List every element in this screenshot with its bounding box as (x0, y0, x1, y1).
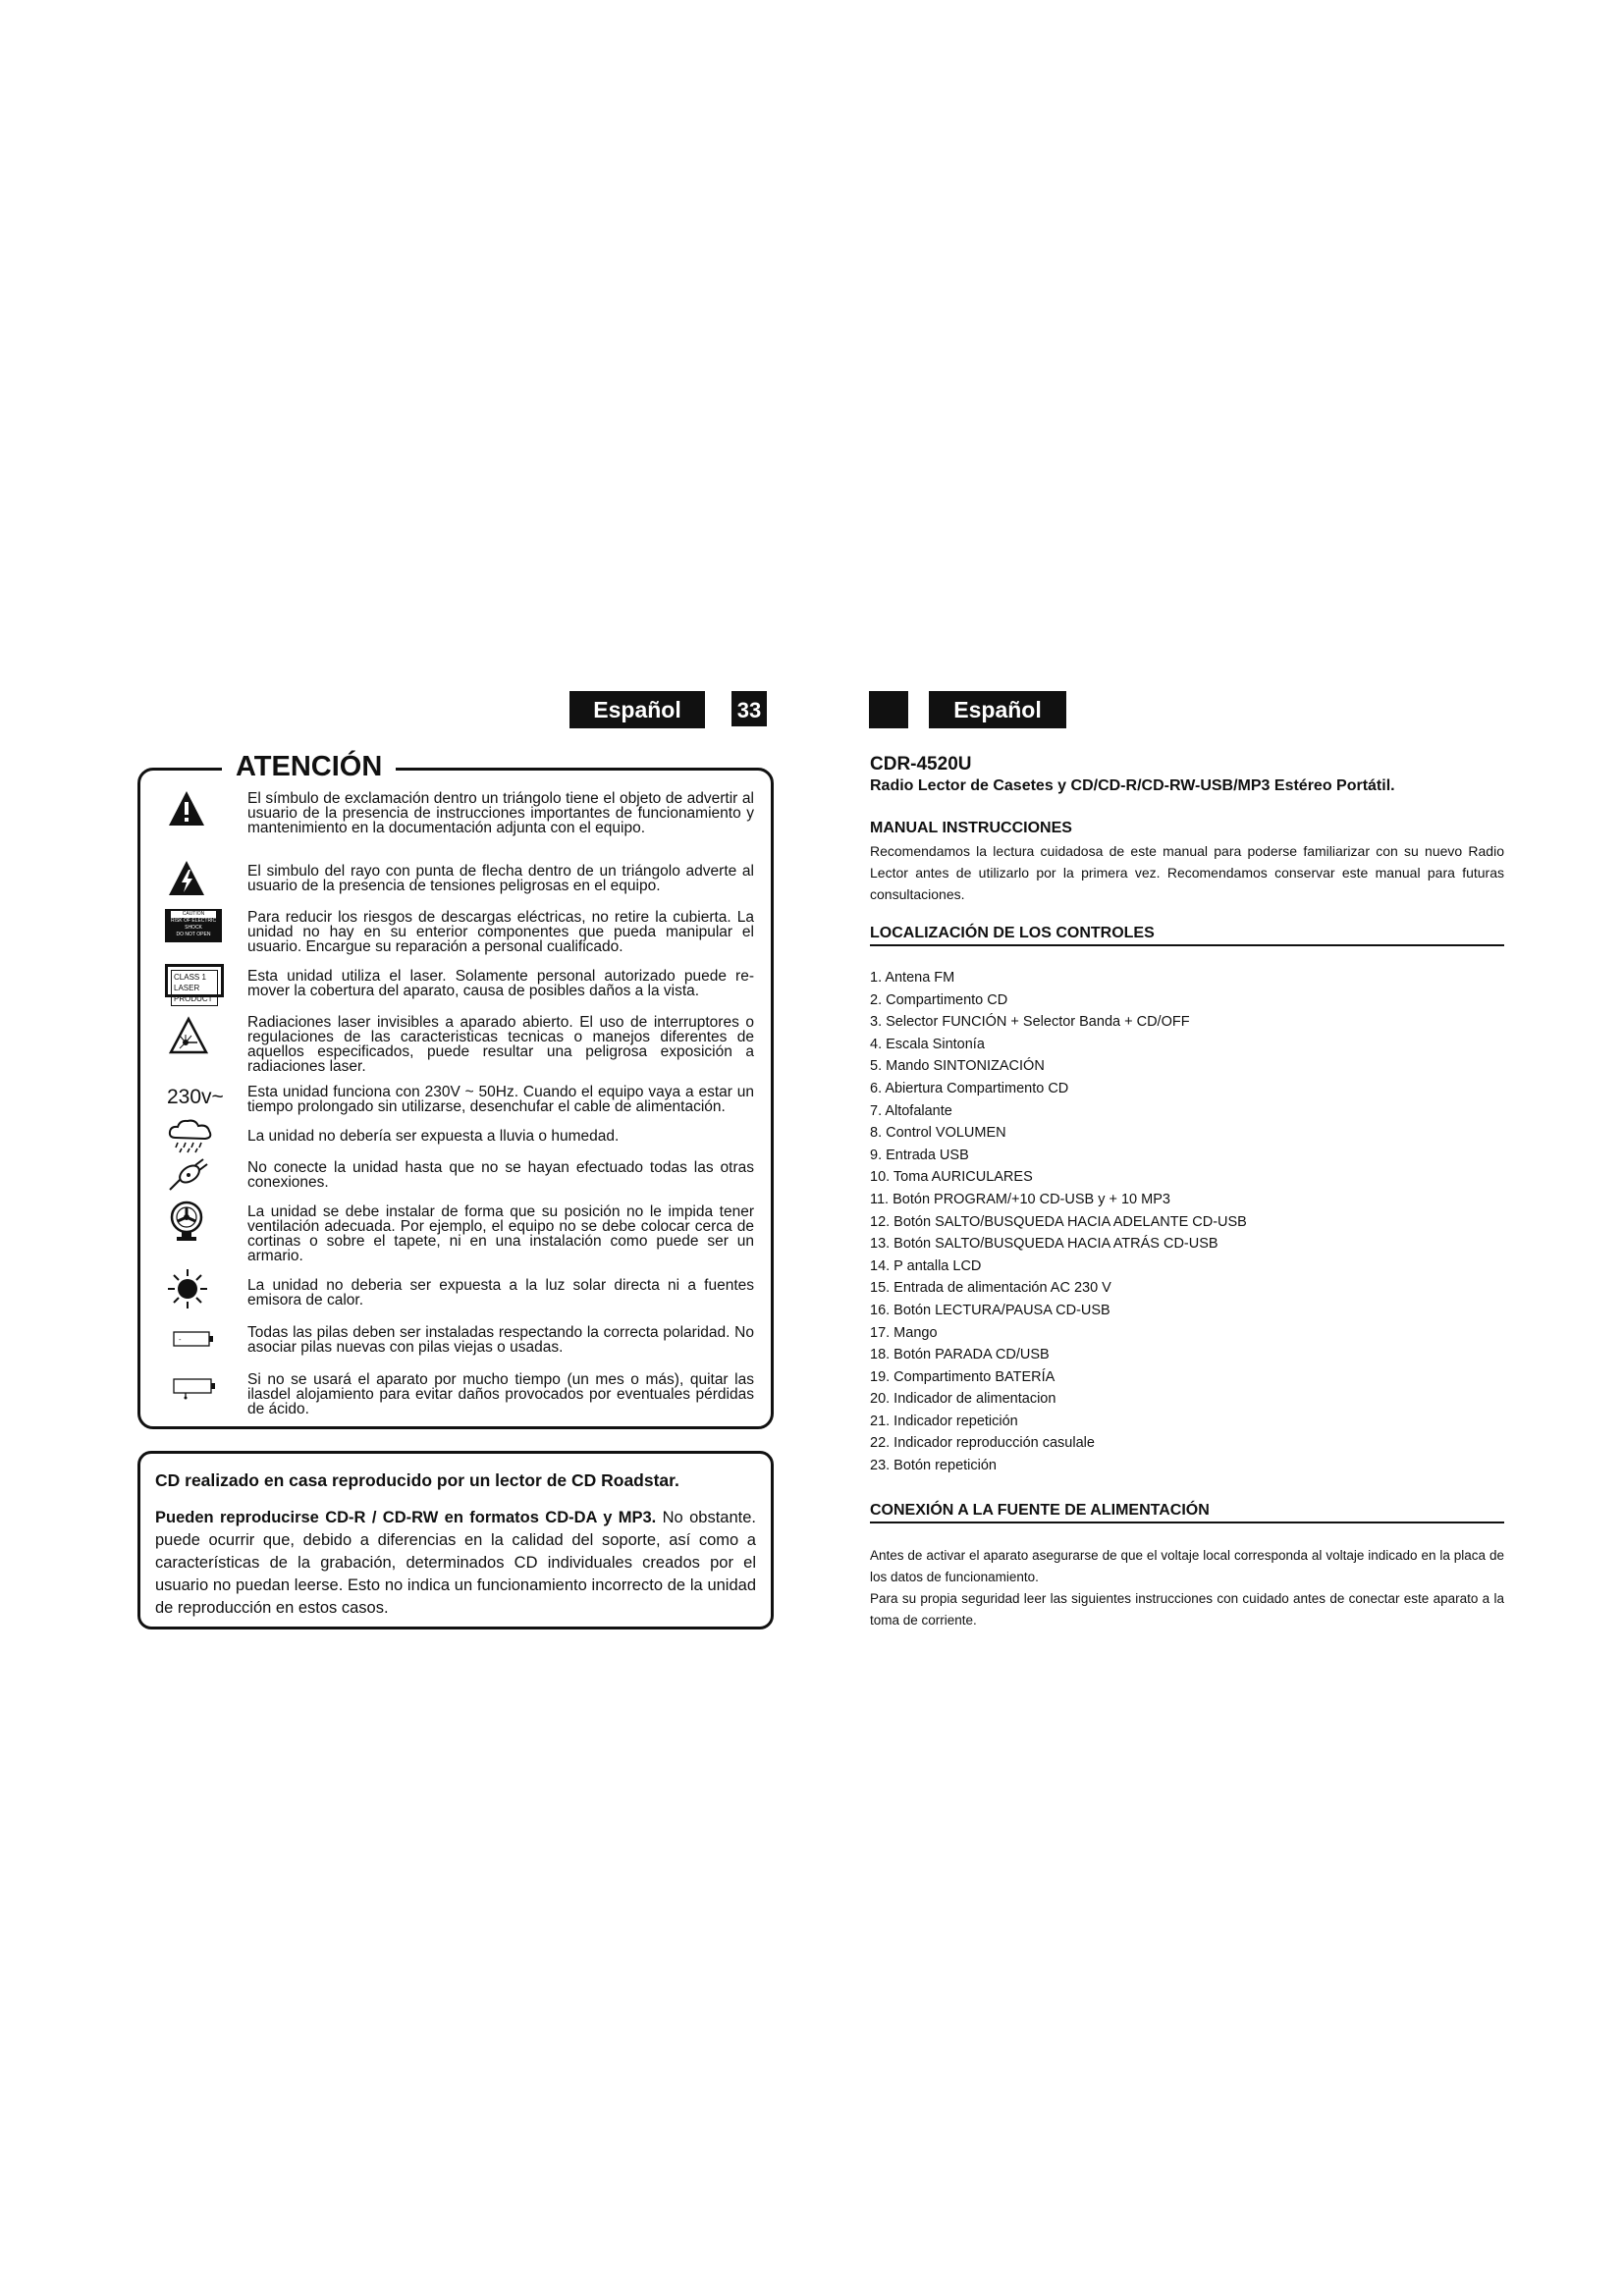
list-item: 8. Control VOLUMEN (870, 1125, 1006, 1142)
svg-text:-: - (179, 1336, 182, 1344)
plug-icon (165, 1154, 214, 1194)
list-item: 9. Entrada USB (870, 1147, 969, 1163)
sun-icon (165, 1266, 210, 1311)
cd-box-body (155, 1507, 756, 1620)
warning-text: La unidad no debería ser expuesta a lluvia o humedad. (247, 1128, 620, 1145)
list-item: 13. Botón SALTO/BUSQUEDA HACIA ATRÁS CD-USB (870, 1236, 1218, 1253)
warning-text: Radiaciones laser invisibles a aparado abierto. El uso de interruptores o regulaciones de las caracteristicas tecnicas o manejos diferentes de aquellos especificados, puede resultar una peligrosa exposición a radiaciones laser. (247, 1014, 754, 1075)
warning-text: La unidad se debe instalar de forma que su posición no le impida tener ventilación adecuada. Por ejemplo, el equipo no se debe colocar cerca de cortinas o sobre el tapete, ni en una instalación como puede ser un armario. (247, 1203, 754, 1264)
list-item: 7. Altofalante (870, 1102, 952, 1119)
list-item: 1. Antena FM (870, 970, 955, 986)
manual-text: Recomendamos la lectura cuidadosa de este manual para poderse familiarizar con su nuevo Radio Lector antes de utilizarlo por la primera vez. Recomendamos conservar este manual para futuras consultaciones. (870, 843, 1504, 902)
warning-text: El símbulo de exclamación dentro un triángolo tiene el objeto de advertir al usuario de la presencia de instrucciones importantes de funcionamiento y mantenimiento en la documentación adjunta con el equipo. (247, 790, 754, 836)
battery-icon (171, 1327, 216, 1351)
caution-label-icon: CAUTION RISK OF ELECTRIC SHOCK DO NOT OPEN (165, 909, 222, 942)
black-square-marker (869, 691, 908, 728)
cd-box-title: CD realizado en casa reproducido por un lector de CD Roadstar. (155, 1470, 679, 1490)
list-item: 16. Botón LECTURA/PAUSA CD-USB (870, 1302, 1110, 1318)
language-tab-right: Español (929, 691, 1066, 728)
list-item: 21. Indicador repetición (870, 1413, 1018, 1429)
list-item: 23. Botón repetición (870, 1458, 997, 1474)
power-heading: CONEXIÓN A LA FUENTE DE ALIMENTACIÓN (870, 1502, 1504, 1523)
list-item: 22. Indicador reproducción casulale (870, 1435, 1095, 1452)
product-subtitle: Radio Lector de Casetes y CD/CD-R/CD-RW-USB/MP3 Estéreo Portátil. (870, 777, 1395, 794)
list-item: 3. Selector FUNCIÓN + Selector Banda + CD/OFF (870, 1014, 1190, 1031)
warning-text: Para reducir los riesgos de descargas eléctricas, no retire la cubierta. La unidad no hay en su enterior componentes que pueda manipular el usuario. Encargue su reparación a personal cualificado. (247, 909, 754, 955)
exclamation-triangle-icon (165, 787, 208, 830)
list-item: 12. Botón SALTO/BUSQUEDA HACIA ADELANTE CD-USB (870, 1213, 1247, 1230)
warning-text: Todas las pilas deben ser instaladas respectando la correcta polaridad. No asociar pilas nuevas con pilas viejas o usadas. (247, 1324, 754, 1356)
page-number: 33 (731, 691, 767, 726)
list-item: 20. Indicador de alimentacion (870, 1391, 1056, 1408)
list-item: 19. Compartimento BATERÍA (870, 1368, 1056, 1385)
list-item: 10. Toma AURICULARES (870, 1169, 1033, 1186)
list-item: 4. Escala Sintonía (870, 1036, 985, 1052)
list-item: 11. Botón PROGRAM/+10 CD-USB y + 10 MP3 (870, 1191, 1170, 1207)
lightning-triangle-icon (165, 857, 208, 900)
controls-list (870, 967, 1504, 1477)
controls-heading: LOCALIZACIÓN DE LOS CONTROLES (870, 925, 1504, 946)
manual-heading: MANUAL INSTRUCCIONES (870, 820, 1072, 836)
battery-leak-icon (171, 1374, 218, 1402)
list-item: 18. Botón PARADA CD/USB (870, 1347, 1050, 1363)
power-text-1: Antes de activar el aparato asegurarse de que el voltaje local corresponda al voltaje indicado en la placa de los datos de funcionamiento. (870, 1548, 1504, 1584)
list-item: 14. P antalla LCD (870, 1257, 982, 1274)
list-item: 6. Abiertura Compartimento CD (870, 1080, 1069, 1096)
list-item: 2. Compartimento CD (870, 991, 1008, 1008)
warning-text: La unidad no deberia ser expuesta a la luz solar directa ni a fuentes emisora de calor. (247, 1277, 754, 1308)
list-item: 15. Entrada de alimentación AC 230 V (870, 1280, 1111, 1297)
cd-box-text: No obstante. puede ocurrir que, debido a diferencias en la calidad del soporte, así como a características de la grabación, determinados CD individuales creados por el usuario no puedan leerse. Esto no indica un funcionamiento incorrecto de la unidad de reproducción en estos casos. (155, 1509, 756, 1617)
language-tab-left: Español (569, 691, 705, 728)
class1-laser-label-icon: CLASS 1 LASER PRODUCT (165, 964, 224, 997)
warning-text: No conecte la unidad hasta que no se hayan efectuado todas las otras conexiones. (247, 1159, 754, 1191)
ventilation-fan-icon (165, 1200, 208, 1245)
cd-box-bold-lead: Pueden reproducirse CD-R / CD-RW en formatos CD-DA y MP3. (155, 1509, 657, 1526)
warning-text: Esta unidad utiliza el laser. Solamente personal autorizado puede re- mover la cobertura del aparato, causa de posibles daños a la vista. (247, 968, 754, 999)
warning-text: Esta unidad funciona con 230V ~ 50Hz. Cuando el equipo vaya a estar un tiempo prolongado sin utilizarse, desenchufar el cable de alimentación. (247, 1084, 754, 1115)
warning-text: Si no se usará el aparato por mucho tiempo (un mes o más), quitar las ilasdel alojamiento para evitar daños provocados por eventuales pérdidas de ácido. (247, 1371, 754, 1417)
power-text-2: Para su propia seguridad leer las siguientes instrucciones con cuidado antes de conectar este aparato a la toma de corriente. (870, 1591, 1504, 1628)
laser-radiation-icon (167, 1014, 210, 1057)
voltage-230v-icon: 230v~ (167, 1086, 224, 1108)
list-item: 17. Mango (870, 1324, 938, 1341)
rain-cloud-icon (165, 1117, 216, 1154)
warning-text: El simbulo del rayo con punta de flecha dentro de un triángolo adverte al usuario de la presencia de tensiones peligrosas en el equipo. (247, 863, 754, 894)
list-item: 5. Mando SINTONIZACIÓN (870, 1058, 1045, 1075)
model-number: CDR-4520U (870, 754, 972, 774)
atencion-title: ATENCIÓN (222, 750, 396, 783)
